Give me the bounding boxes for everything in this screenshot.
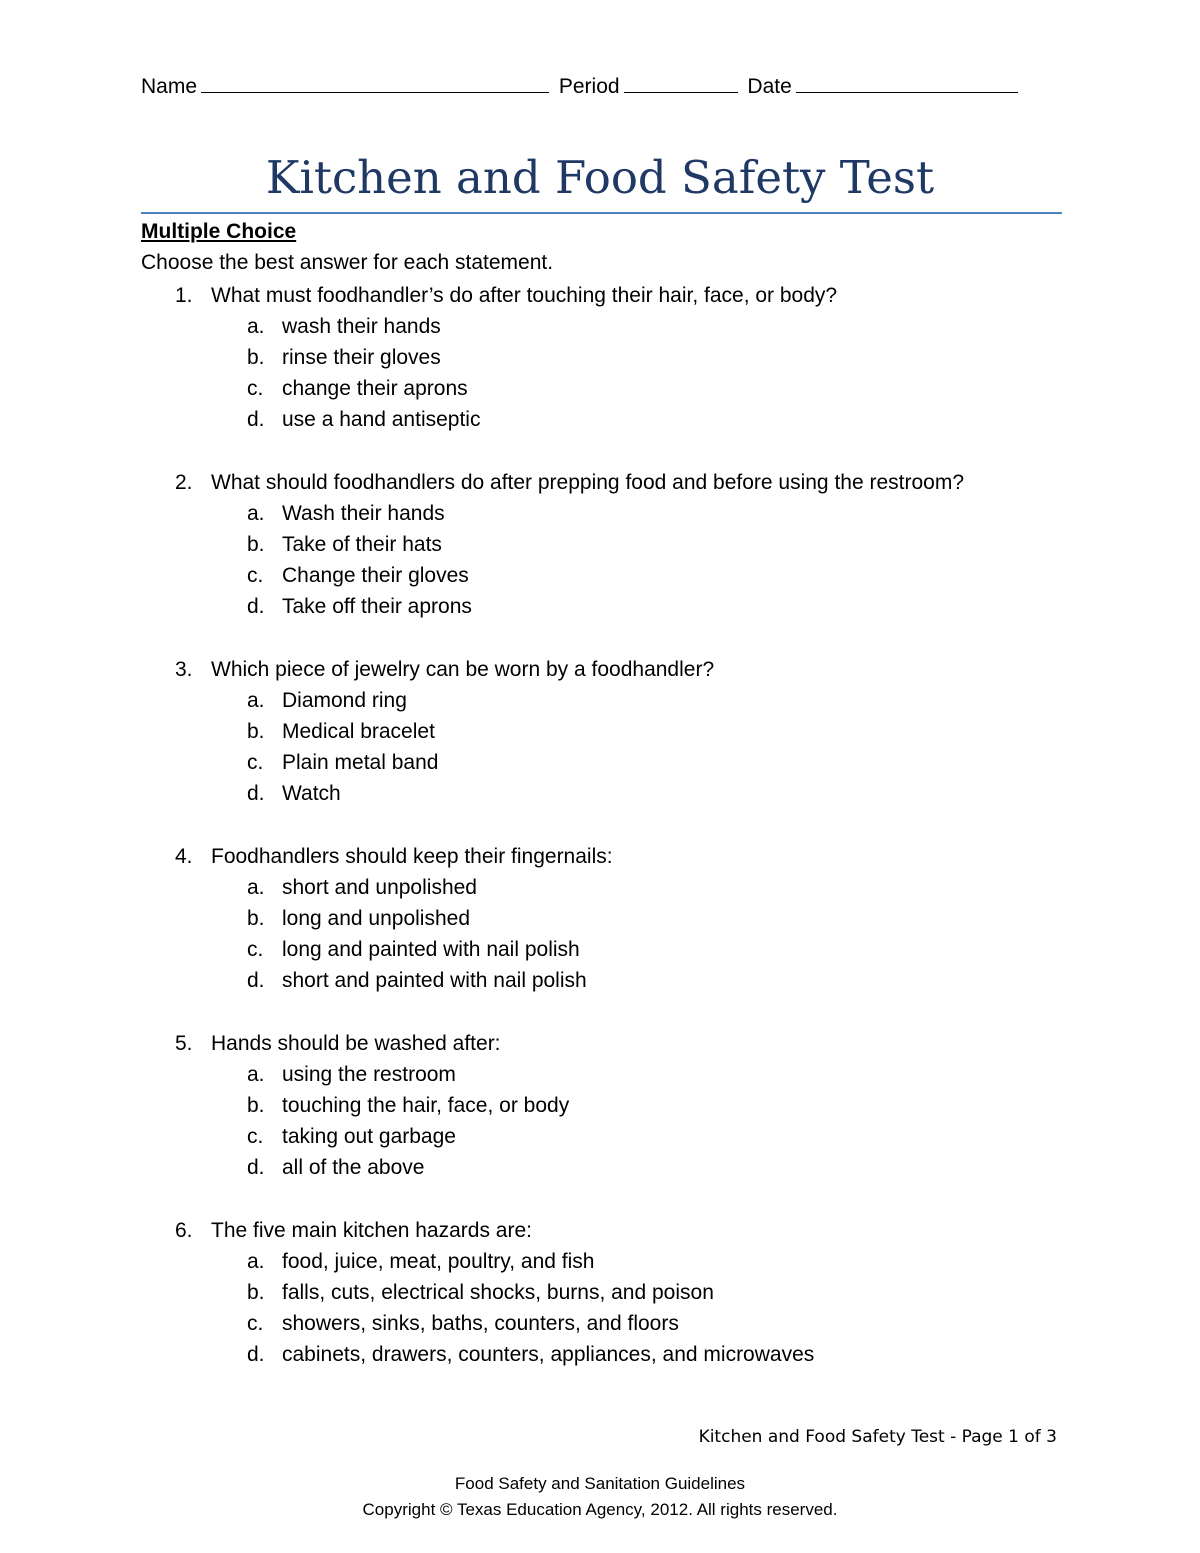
question-text: What must foodhandler’s do after touching their hair, face, or body? <box>211 284 838 307</box>
question-row <box>0 841 1200 872</box>
option-letter: d. <box>247 1156 265 1179</box>
date-blank <box>796 72 1018 93</box>
answer-option <box>0 560 1200 591</box>
section-instructions: Choose the best answer for each statement. <box>141 251 554 274</box>
option-letter: d. <box>247 782 265 805</box>
answer-option <box>0 965 1200 996</box>
option-text: all of the above <box>282 1156 425 1179</box>
option-letter: b. <box>247 1094 265 1117</box>
option-letter: b. <box>247 533 265 556</box>
question-2 <box>0 467 1200 654</box>
answer-option <box>0 342 1200 373</box>
question-row <box>0 654 1200 685</box>
option-text: falls, cuts, electrical shocks, burns, and poison <box>282 1281 714 1304</box>
option-text: taking out garbage <box>282 1125 456 1148</box>
copyright-line: Copyright © Texas Education Agency, 2012. All rights reserved. <box>362 1500 838 1519</box>
question-text: The five main kitchen hazards are: <box>211 1219 532 1242</box>
option-letter: d. <box>247 969 265 992</box>
option-text: Plain metal band <box>282 751 439 774</box>
question-text: What should foodhandlers do after prepping food and before using the restroom? <box>211 471 964 494</box>
option-letter: a. <box>247 315 265 338</box>
option-text: Change their gloves <box>282 564 469 587</box>
student-info-line <box>141 72 1061 101</box>
date-label: Date <box>747 75 792 98</box>
option-text: Take off their aprons <box>282 595 472 618</box>
name-blank <box>201 72 549 93</box>
question-number: 1. <box>175 284 193 307</box>
title-divider <box>141 212 1062 214</box>
answer-option <box>0 1121 1200 1152</box>
answer-option <box>0 311 1200 342</box>
answer-option <box>0 1152 1200 1183</box>
option-text: showers, sinks, baths, counters, and floors <box>282 1312 679 1335</box>
option-letter: a. <box>247 876 265 899</box>
option-text: long and painted with nail polish <box>282 938 580 961</box>
answer-option <box>0 529 1200 560</box>
option-text: Take of their hats <box>282 533 442 556</box>
period-blank <box>624 72 738 93</box>
option-letter: c. <box>247 751 264 774</box>
question-row <box>0 1215 1200 1246</box>
option-letter: b. <box>247 1281 265 1304</box>
answer-option <box>0 872 1200 903</box>
answer-option <box>0 373 1200 404</box>
question-number: 5. <box>175 1032 193 1055</box>
option-text: food, juice, meat, poultry, and fish <box>282 1250 595 1273</box>
option-letter: a. <box>247 502 265 525</box>
credits-line-1: Food Safety and Sanitation Guidelines <box>454 1474 746 1493</box>
option-text: cabinets, drawers, counters, appliances, and microwaves <box>282 1343 815 1366</box>
option-letter: d. <box>247 595 265 618</box>
name-label: Name <box>141 75 198 98</box>
option-letter: d. <box>247 408 265 431</box>
option-text: Diamond ring <box>282 689 407 712</box>
answer-option <box>0 1090 1200 1121</box>
question-text: Which piece of jewelry can be worn by a foodhandler? <box>211 658 715 681</box>
answer-option <box>0 1246 1200 1277</box>
option-letter: c. <box>247 377 264 400</box>
answer-option <box>0 747 1200 778</box>
question-row <box>0 280 1200 311</box>
option-letter: a. <box>247 689 265 712</box>
option-text: Wash their hands <box>282 502 445 525</box>
question-5 <box>0 1028 1200 1215</box>
option-text: long and unpolished <box>282 907 470 930</box>
option-letter: b. <box>247 907 265 930</box>
option-letter: b. <box>247 720 265 743</box>
option-text: touching the hair, face, or body <box>282 1094 570 1117</box>
question-list <box>0 280 1200 1402</box>
answer-option <box>0 716 1200 747</box>
question-4 <box>0 841 1200 1028</box>
answer-option <box>0 1059 1200 1090</box>
answer-option <box>0 1308 1200 1339</box>
answer-option <box>0 934 1200 965</box>
option-letter: c. <box>247 1125 264 1148</box>
question-1 <box>0 280 1200 467</box>
question-6 <box>0 1215 1200 1402</box>
credits-footer <box>0 1471 1200 1523</box>
option-letter: a. <box>247 1250 265 1273</box>
option-text: change their aprons <box>282 377 468 400</box>
option-letter: c. <box>247 564 264 587</box>
option-text: use a hand antiseptic <box>282 408 481 431</box>
question-text: Foodhandlers should keep their fingernails: <box>211 845 613 868</box>
answer-option <box>0 778 1200 809</box>
answer-option <box>0 685 1200 716</box>
question-3 <box>0 654 1200 841</box>
option-text: using the restroom <box>282 1063 456 1086</box>
question-row <box>0 467 1200 498</box>
question-number: 3. <box>175 658 193 681</box>
page-title: Kitchen and Food Safety Test <box>265 151 935 204</box>
answer-option <box>0 591 1200 622</box>
question-number: 2. <box>175 471 193 494</box>
option-text: short and painted with nail polish <box>282 969 587 992</box>
question-number: 6. <box>175 1219 193 1242</box>
page-number-footer: Kitchen and Food Safety Test - Page 1 of 3 <box>698 1427 1057 1447</box>
question-number: 4. <box>175 845 193 868</box>
option-letter: b. <box>247 346 265 369</box>
question-row <box>0 1028 1200 1059</box>
question-text: Hands should be washed after: <box>211 1032 501 1055</box>
option-letter: c. <box>247 1312 264 1335</box>
answer-option <box>0 1277 1200 1308</box>
option-text: Watch <box>282 782 341 805</box>
option-letter: d. <box>247 1343 265 1366</box>
option-text: short and unpolished <box>282 876 477 899</box>
answer-option <box>0 404 1200 435</box>
option-text: rinse their gloves <box>282 346 441 369</box>
option-letter: a. <box>247 1063 265 1086</box>
period-label: Period <box>558 75 620 98</box>
answer-option <box>0 903 1200 934</box>
answer-option <box>0 498 1200 529</box>
answer-option <box>0 1339 1200 1370</box>
option-letter: c. <box>247 938 264 961</box>
option-text: wash their hands <box>282 315 441 338</box>
option-text: Medical bracelet <box>282 720 435 743</box>
section-heading: Multiple Choice <box>141 220 297 243</box>
